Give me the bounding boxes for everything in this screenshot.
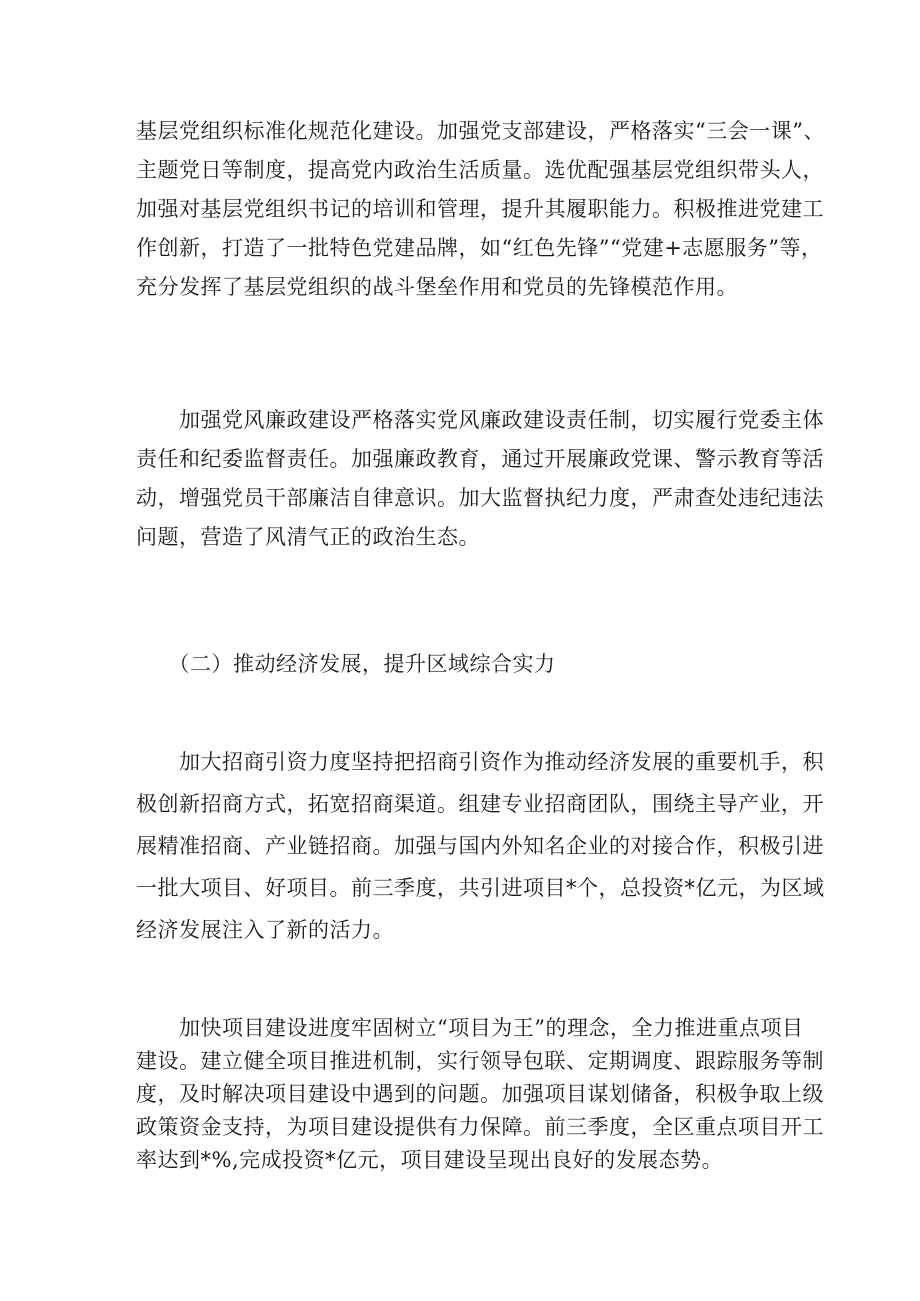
paragraph-line: 动，增强党员干部廉洁自律意识。加大监督执纪力度，严肃查处违纪违法 xyxy=(136,486,824,510)
paragraph-line: 率达到*%,完成投资*亿元，项目建设呈现出良好的发展态势。 xyxy=(136,1148,724,1172)
paragraph-line: 展精准招商、产业链招商。加强与国内外知名企业的对接合作，积极引进 xyxy=(136,834,824,858)
paragraph-line: 问题，营造了风清气正的政治生态。 xyxy=(136,525,480,549)
paragraph-line: 责任和纪委监督责任。加强廉政教育，通过开展廉政党课、警示教育等活 xyxy=(136,447,824,471)
paragraph-investment-promotion xyxy=(136,741,825,951)
paragraph-line: 极创新招商方式，拓宽招商渠道。组建专业招商团队，围绕主导产业，开 xyxy=(136,792,824,816)
paragraph-line: 基层党组织标准化规范化建设。加强党支部建设，严格落实“三会一课”、 xyxy=(136,119,825,143)
paragraph-line: 充分发挥了基层党组织的战斗堡垒作用和党员的先锋模范作用。 xyxy=(136,275,738,299)
paragraph-line: 加大招商引资力度坚持把招商引资作为推动经济发展的重要机手，积 xyxy=(136,750,824,774)
paragraph-project-construction xyxy=(136,1012,824,1177)
paragraph-line: 加强对基层党组织书记的培训和管理，提升其履职能力。积极推进党建工 xyxy=(136,197,824,221)
paragraph-line: 作创新，打造了一批特色党建品牌，如“红色先锋”“党建+志愿服务”等， xyxy=(136,236,823,260)
paragraph-line: 加快项目建设进度牢固树立“项目为王”的理念，全力推进重点项目 xyxy=(136,1016,804,1040)
paragraph-line: 加强党风廉政建设严格落实党风廉政建设责任制，切实履行党委主体 xyxy=(136,408,824,432)
paragraph-anti-corruption xyxy=(136,401,824,557)
paragraph-party-organization-building xyxy=(136,112,825,307)
paragraph-line: 政策资金支持，为项目建设提供有力保障。前三季度，全区重点项目开工 xyxy=(136,1115,824,1139)
paragraph-line: 一批大项目、好项目。前三季度，共引进项目*个，总投资*亿元，为区域 xyxy=(136,876,825,900)
paragraph-line: 建设。建立健全项目推进机制，实行领导包联、定期调度、跟踪服务等制 xyxy=(136,1049,824,1073)
paragraph-line: 度，及时解决项目建设中遇到的问题。加强项目谋划储备，积极争取上级 xyxy=(136,1082,824,1106)
paragraph-line: 主题党日等制度，提高党内政治生活质量。选优配强基层党组织带头人， xyxy=(136,158,824,182)
paragraph-line: 经济发展注入了新的活力。 xyxy=(136,918,394,942)
section-heading xyxy=(136,645,792,683)
section-heading-text: （二）推动经济发展，提升区域综合实力 xyxy=(136,652,556,676)
